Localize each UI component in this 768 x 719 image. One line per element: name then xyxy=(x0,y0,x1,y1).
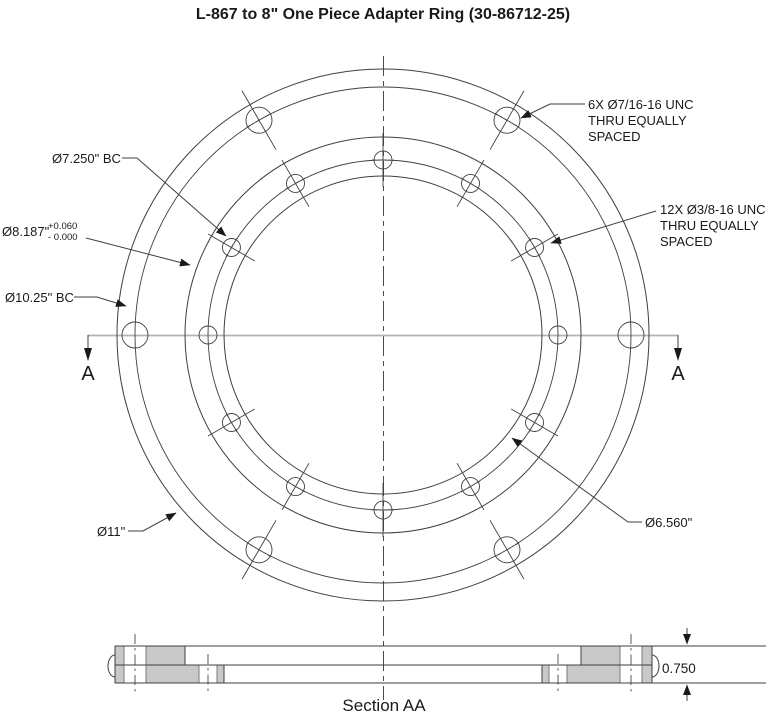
callout-inner-bc xyxy=(52,151,226,236)
callout-outer-holes xyxy=(521,97,694,144)
leader-line xyxy=(74,297,126,306)
section-label: Section AA xyxy=(342,696,426,714)
callout-bore-label: Ø8.187" xyxy=(2,224,50,239)
inner-bolt-hole xyxy=(457,160,484,207)
inner-bolt-hole xyxy=(457,463,484,510)
section-arrow-down-right xyxy=(674,348,682,361)
cut-material xyxy=(542,665,549,683)
callout-outer-holes-line3: SPACED xyxy=(588,129,641,144)
callout-bore-tol-plus: +0.060 xyxy=(48,221,78,232)
callout-inner-holes-line2: THRU EQUALLY xyxy=(660,218,759,233)
callout-inner-holes-line1: 12X Ø3/8-16 UNC xyxy=(660,202,766,217)
cut-material xyxy=(146,665,199,683)
callout-inner-bc-label: Ø7.250" BC xyxy=(52,151,121,166)
inner-bolt-hole xyxy=(208,409,255,436)
right-rounded-edge xyxy=(652,655,659,677)
cut-material xyxy=(567,665,620,683)
leader-line xyxy=(521,104,585,118)
leader-line xyxy=(551,211,656,243)
inner-bolt-hole xyxy=(208,234,255,261)
cut-material xyxy=(581,646,620,665)
section-view xyxy=(108,628,766,714)
inner-bolt-hole xyxy=(282,463,309,510)
callout-od-label: Ø11" xyxy=(97,524,126,539)
callout-outer-bc-label: Ø10.25" BC xyxy=(5,290,74,305)
callout-bore-tol-minus: - 0.000 xyxy=(48,232,78,243)
thickness-dimension xyxy=(662,628,696,701)
cut-material xyxy=(146,646,185,665)
callout-outer-holes-line1: 6X Ø7/16-16 UNC xyxy=(588,97,694,112)
leader-line xyxy=(86,238,190,265)
thickness-value: 0.750 xyxy=(662,661,696,676)
inner-bolt-hole xyxy=(282,160,309,207)
cut-material xyxy=(217,665,224,683)
callout-id-label: Ø6.560" xyxy=(645,515,693,530)
section-marker-label: A xyxy=(671,363,685,385)
callout-inner-diameter xyxy=(512,438,693,530)
left-rounded-edge xyxy=(108,655,115,677)
inner-bolt-hole xyxy=(511,234,558,261)
callout-outer-holes-line2: THRU EQUALLY xyxy=(588,113,687,128)
drawing-title: L-867 to 8" One Piece Adapter Ring (30-86712-25) xyxy=(195,6,571,23)
callout-outer-bc xyxy=(5,290,126,306)
section-marker-left xyxy=(81,335,95,385)
callout-bore xyxy=(2,221,190,265)
callout-outer-diameter xyxy=(97,513,176,539)
section-arrow-down-left xyxy=(84,348,92,361)
leader-line xyxy=(128,513,176,531)
callout-inner-holes-line3: SPACED xyxy=(660,234,713,249)
inner-bolt-hole xyxy=(511,409,558,436)
section-marker-label: A xyxy=(81,363,95,385)
ring-view xyxy=(2,56,766,700)
section-marker-right xyxy=(671,335,685,385)
callout-inner-holes xyxy=(551,202,766,249)
